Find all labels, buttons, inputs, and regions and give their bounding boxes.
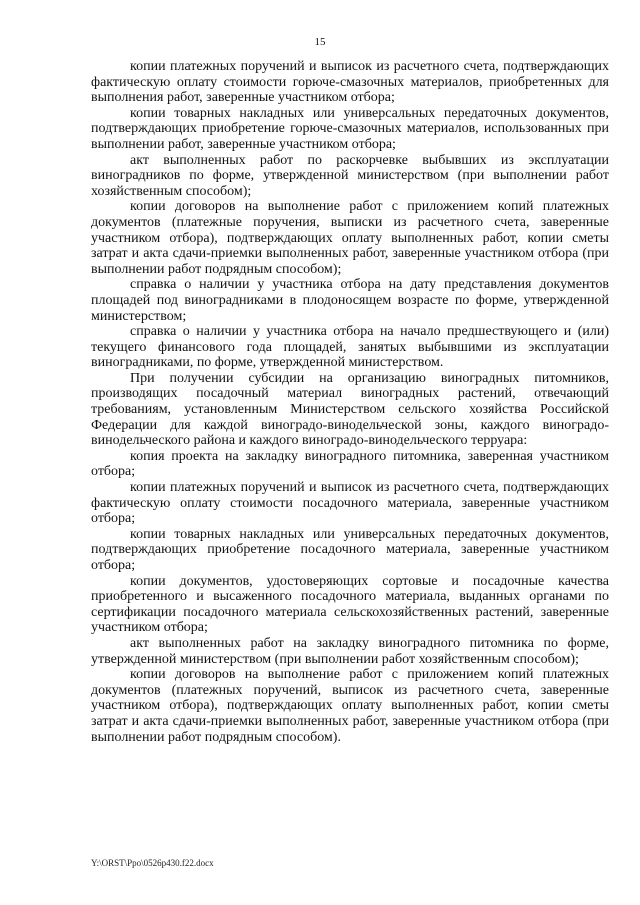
paragraph: При получении субсидии на организацию виноградных питомников, производящих посадочный материал виноградных растений, отвечающий требованиям, установленным Министерством сельского хозяйства Российской Федерации для каждой виноградо-винодельческой зоны, каждого виноградо-винодельческого района и каждого виноградо-винодельческого терруара: <box>91 370 609 449</box>
page-number: 15 <box>314 36 326 48</box>
paragraph: копии платежных поручений и выписок из расчетного счета, подтверждающих фактическую оплату стоимости посадочного материала, заверенные участником отбора; <box>91 480 609 527</box>
document-body <box>91 59 609 745</box>
paragraph: копии договоров на выполнение работ с приложением копий платежных документов (платежных поручений, выписок из расчетного счета, заверенные участником отбора), подтверждающих оплату выполненных работ, копии сметы затрат и акта сдачи-приемки выполненных работ, заверенные участником отбора (при выполнении работ подрядным способом). <box>91 667 609 745</box>
paragraph: копии товарных накладных или универсальных передаточных документов, подтверждающих приобретение горюче-смазочных материалов, использованных при выполнении работ, заверенные участником отбора; <box>91 105 609 152</box>
paragraph: копии документов, удостоверяющих сортовые и посадочные качества приобретенного и высаженного посадочного материала, выданных органами по сертификации посадочного материала сельскохозяйственных растений, заверенные участником отбора; <box>91 573 609 636</box>
footer-file-path: Y:\ORST\Ppo\0526p430.f22.docx <box>91 858 214 868</box>
paragraph: копии договоров на выполнение работ с приложением копий платежных документов (платежные поручения, выписки из расчетного счета, заверенные участником отбора), подтверждающих оплату выполненных работ, копии сметы затрат и акта сдачи-приемки выполненных работ, заверенные участником отбора (при выполнении работ подрядным способом); <box>91 199 609 277</box>
paragraph: акт выполненных работ по раскорчевке выбывших из эксплуатации виноградников по форме, утвержденной министерством (при выполнении работ хозяйственным способом); <box>91 152 609 199</box>
paragraph: акт выполненных работ на закладку виноградного питомника по форме, утвержденной министерством (при выполнении работ хозяйственным способом); <box>91 635 609 667</box>
paragraph: справка о наличии у участника отбора на начало предшествующего и (или) текущего финансового года площадей, занятых выбывшими из эксплуатации виноградниками, по форме, утвержденной министерством. <box>91 324 609 371</box>
paragraph: копии товарных накладных или универсальных передаточных документов, подтверждающих приобретение посадочного материала, заверенные участником отбора; <box>91 526 609 573</box>
paragraph: копии платежных поручений и выписок из расчетного счета, подтверждающих фактическую оплату стоимости горюче-смазочных материалов, приобретенных для выполнения работ, заверенные участником отбора; <box>91 59 609 106</box>
paragraph: копия проекта на закладку виноградного питомника, заверенная участником отбора; <box>91 448 609 480</box>
paragraph: справка о наличии у участника отбора на дату представления документов площадей под виноградниками в плодоносящем возрасте по форме, утвержденной министерством; <box>91 277 609 324</box>
